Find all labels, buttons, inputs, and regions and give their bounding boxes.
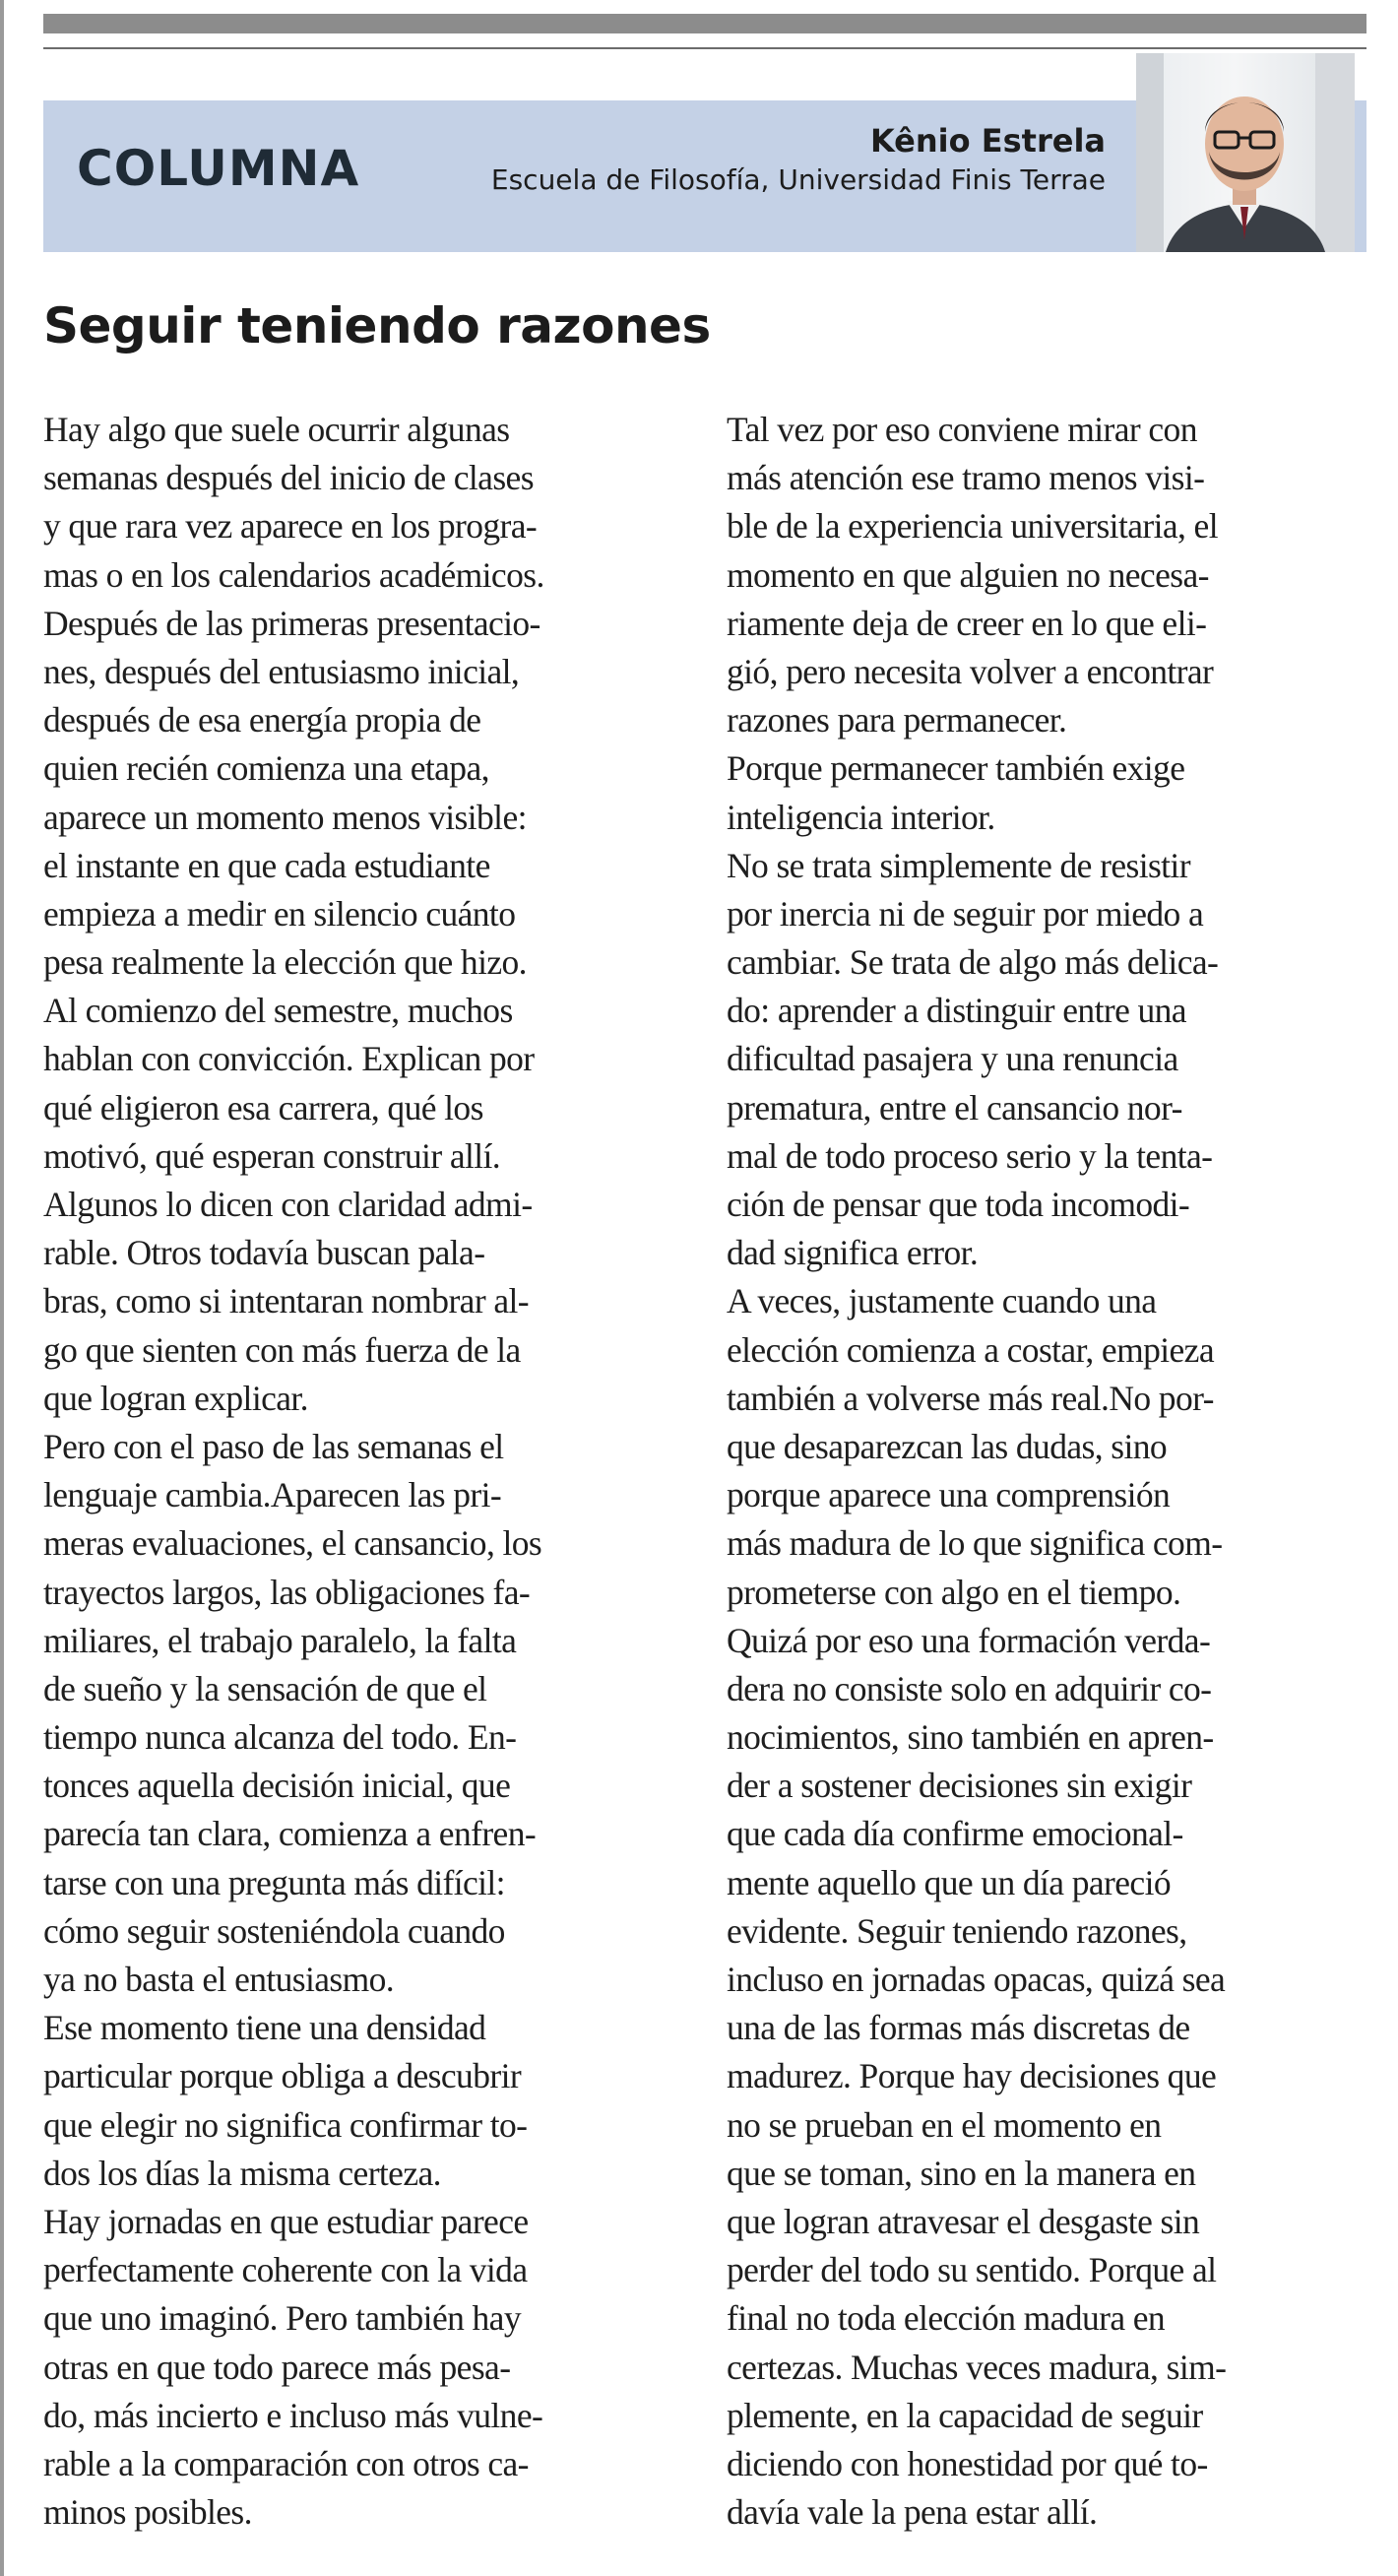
article-line: diciendo con honestidad por qué to- xyxy=(727,2443,1208,2483)
article-line: evidente. Seguir teniendo razones, xyxy=(727,1910,1187,1951)
article-line: que uno imaginó. Pero también hay xyxy=(43,2298,521,2339)
article-line: también a volverse más real.No por- xyxy=(727,1378,1214,1418)
article-line: davía vale la pena estar allí. xyxy=(727,2492,1098,2533)
article-line: cambiar. Se trata de algo más delica- xyxy=(727,942,1219,983)
article-line: más atención ese tramo menos visi- xyxy=(727,458,1205,498)
article-line: miliares, el trabajo paralelo, la falta xyxy=(43,1620,517,1660)
article-line: momento en que alguien no necesa- xyxy=(727,554,1209,595)
article-line: do: aprender a distinguir entre una xyxy=(727,991,1186,1031)
article-line: Ese momento tiene una densidad xyxy=(43,2008,486,2048)
article-line: final no toda elección madura en xyxy=(727,2298,1166,2339)
article-line: meras evaluaciones, el cansancio, los xyxy=(43,1523,542,1564)
article-line: que logran atravesar el desgaste sin xyxy=(727,2201,1200,2241)
article-line: mal de todo proceso serio y la tenta- xyxy=(727,1135,1213,1176)
article-line: tarse con una pregunta más difícil: xyxy=(43,1862,505,1902)
article-line: inteligencia interior. xyxy=(727,797,995,837)
article-line: trayectos largos, las obligaciones fa- xyxy=(43,1572,531,1612)
article-line: madurez. Porque hay decisiones que xyxy=(727,2056,1217,2096)
article-line: parecía tan clara, comienza a enfren- xyxy=(43,1814,537,1854)
article-line: que cada día confirme emocional- xyxy=(727,1814,1183,1854)
article-line: dificultad pasajera y una renuncia xyxy=(727,1039,1178,1079)
article-line: dos los días la misma certeza. xyxy=(43,2153,441,2193)
article-line: certezas. Muchas veces madura, sim- xyxy=(727,2347,1227,2387)
article-line: no se prueban en el momento en xyxy=(727,2104,1162,2145)
article-line: nocimientos, sino también en apren- xyxy=(727,1717,1214,1758)
article-line: semanas después del inicio de clases xyxy=(43,458,534,498)
article-line: minos posibles. xyxy=(43,2492,252,2533)
article-line: Al comienzo del semestre, muchos xyxy=(43,991,513,1031)
article-line: otras en que todo parece más pesa- xyxy=(43,2347,511,2387)
article-line: rable a la comparación con otros ca- xyxy=(43,2443,529,2483)
article-line: particular porque obliga a descubrir xyxy=(43,2056,522,2096)
article-line: perder del todo su sentido. Porque al xyxy=(727,2250,1217,2290)
article-line: empieza a medir en silencio cuánto xyxy=(43,893,516,934)
article-line: Algunos lo dicen con claridad admi- xyxy=(43,1185,533,1224)
article-line: Porque permanecer también exige xyxy=(727,748,1185,789)
section-label: COLUMNA xyxy=(77,140,360,197)
top-rule-thin xyxy=(43,47,1366,49)
article-line: rable. Otros todavía buscan pala- xyxy=(43,1233,485,1273)
article-line: Quizá por eso una formación verda- xyxy=(727,1620,1211,1660)
article-line: A veces, justamente cuando una xyxy=(727,1281,1157,1321)
article-line: y que rara vez aparece en los progra- xyxy=(43,506,538,547)
article-line: dad significa error. xyxy=(727,1233,979,1273)
article-line: Pero con el paso de las semanas el xyxy=(43,1426,504,1466)
article-line: motivó, qué esperan construir allí. xyxy=(43,1135,501,1176)
article-line: una de las formas más discretas de xyxy=(727,2008,1190,2048)
article-line: go que sienten con más fuerza de la xyxy=(43,1329,521,1370)
article-column-right xyxy=(727,406,1371,2537)
article-line: hablan con convicción. Explican por xyxy=(43,1039,535,1079)
article-line: después de esa energía propia de xyxy=(43,700,481,741)
column-header xyxy=(43,100,1366,252)
article-line: riamente deja de creer en lo que eli- xyxy=(727,603,1207,643)
article-line: aparece un momento menos visible: xyxy=(43,797,527,837)
article-line: Tal vez por eso conviene mirar con xyxy=(727,410,1197,449)
article-line: razones para permanecer. xyxy=(727,700,1067,741)
article-line: Después de las primeras presentacio- xyxy=(43,603,540,643)
article-line: de sueño y la sensación de que el xyxy=(43,1668,487,1708)
article-line: el instante en que cada estudiante xyxy=(43,845,490,885)
article-line: dera no consiste solo en adquirir co- xyxy=(727,1668,1212,1708)
article-line: mas o en los calendarios académicos. xyxy=(43,554,544,595)
article-line: prematura, entre el cansancio nor- xyxy=(727,1087,1182,1127)
article-line: incluso en jornadas opacas, quizá sea xyxy=(727,1960,1226,1999)
article-line: der a sostener decisiones sin exigir xyxy=(727,1766,1192,1806)
article-line: No se trata simplemente de resistir xyxy=(727,845,1190,885)
article-line: mente aquello que un día pareció xyxy=(727,1862,1171,1902)
article-line: tonces aquella decisión inicial, que xyxy=(43,1766,511,1806)
top-rule-thick xyxy=(43,14,1366,33)
article-line: quien recién comienza una etapa, xyxy=(43,748,489,789)
author-name: Kênio Estrela xyxy=(869,122,1106,160)
article-line: más madura de lo que significa com- xyxy=(727,1523,1223,1564)
author-portrait-icon xyxy=(1136,53,1355,252)
article-line: prometerse con algo en el tiempo. xyxy=(727,1572,1181,1612)
page-frame-left xyxy=(0,0,4,2576)
article-line: tiempo nunca alcanza del todo. En- xyxy=(43,1717,517,1758)
article-line: ble de la experiencia universitaria, el xyxy=(727,506,1218,547)
article-line: ya no basta el entusiasmo. xyxy=(43,1960,395,1999)
article-line: que se toman, sino en la manera en xyxy=(727,2153,1196,2193)
article-line: por inercia ni de seguir por miedo a xyxy=(727,893,1204,934)
article-line: plemente, en la capacidad de seguir xyxy=(727,2395,1203,2435)
article-line: elección comienza a costar, empieza xyxy=(727,1329,1214,1370)
article-line: perfectamente coherente con la vida xyxy=(43,2250,528,2290)
article-line: do, más incierto e incluso más vulne- xyxy=(43,2395,543,2435)
article-line: qué eligieron esa carrera, qué los xyxy=(43,1087,483,1127)
article-line: lenguaje cambia.Aparecen las pri- xyxy=(43,1475,502,1515)
article-line: gió, pero necesita volver a encontrar xyxy=(727,651,1214,691)
article-line: Hay algo que suele ocurrir algunas xyxy=(43,410,510,449)
author-affiliation: Escuela de Filosofía, Universidad Finis Terrae xyxy=(490,163,1106,196)
article-column-left xyxy=(43,406,688,2537)
article-line: pesa realmente la elección que hizo. xyxy=(43,942,527,983)
article-line: que logran explicar. xyxy=(43,1378,308,1418)
article-title: Seguir teniendo razones xyxy=(43,297,711,354)
article-line: que elegir no significa confirmar to- xyxy=(43,2104,528,2145)
article-line: bras, como si intentaran nombrar al- xyxy=(43,1281,529,1321)
article-line: cómo seguir sosteniéndola cuando xyxy=(43,1910,505,1951)
article-line: Hay jornadas en que estudiar parece xyxy=(43,2201,529,2241)
article-line: ción de pensar que toda incomodi- xyxy=(727,1185,1190,1224)
article-line: nes, después del entusiasmo inicial, xyxy=(43,651,520,691)
article-line: porque aparece una comprensión xyxy=(727,1475,1171,1515)
article-line: que desaparezcan las dudas, sino xyxy=(727,1426,1168,1466)
author-photo xyxy=(1136,53,1355,252)
